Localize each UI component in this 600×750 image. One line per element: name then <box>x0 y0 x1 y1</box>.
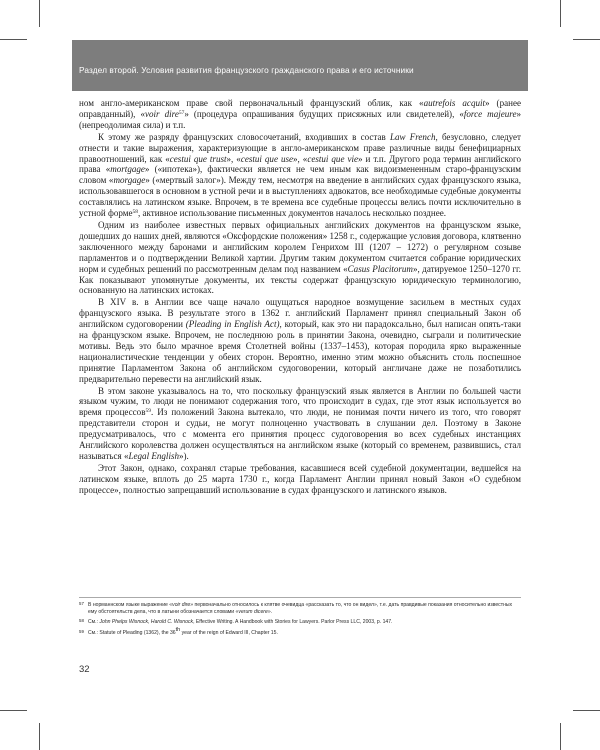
crop-mark <box>0 710 27 711</box>
footnote-59: 59 См.: Statute of Pleading (1362), the 36th year of the reign of Edward III, Chapter 15. <box>79 626 278 636</box>
footnote-ref[interactable]: 58 <box>132 209 138 216</box>
paragraph: ном англо-американском праве свой первоначальный французский облик, как «autrefois acquit» (ранее оправданный), «voir dire$^{57}$» (процедура опрашивания будущих присяжных или свидетелей), «force majeure» (непреодолимая сила) и т.п. <box>79 98 522 130</box>
footnote-58: 58 См.: John Phelps Wisnock, Harold C. Wisnock, Effective Writing. A Handbook with Stories for Lawyers. Parlor Press LLC, 2003, p. 147. <box>79 618 393 626</box>
crop-mark <box>0 39 27 40</box>
footnote-number: 57 <box>79 601 84 606</box>
footnote-ref[interactable]: 57 <box>178 109 185 116</box>
footnote-divider <box>79 597 521 598</box>
paragraph: В этом законе указывалось на то, что поскольку французский язык является в Англии по большей части языком чужим, то люди не понимают содержания того, что происходит в судах, где этот язык используется во время процессов$^{59}$. Из положений Закона вытекало, что люди, не понимая почти ничего из того, что говорят представители сторон и судьи, не могут полноценно участвовать в слушании дел. Поэтому в Законе предусматривалось, что с момента его принятия процесс судоговорения во всех судебных инстанциях Английского королевства должен осуществляться на английском языке (который со временем, развившись, стал называться «Legal English»). <box>79 385 521 461</box>
footnote-number: 58 <box>79 618 84 624</box>
crop-mark <box>39 723 40 750</box>
body-text <box>79 98 521 497</box>
paragraph: Одним из наиболее известных первых официальных английских документов на французском языке, дошедших до наших дней, являются «Оксфордские положения» 1258 г., содержащие условия договора, клятвенно заключенного между баронами и английским королем Генрихом III (1207 – 1272) о регулярном созыве парламентов и о подтверждении Великой хартии. Другим таким документом считается собрание юридических норм и судебных решений по рассмотренным делам под названием «Casus Placitorum», датируемое 1250–1270 гг. Как показывают упомянутые документы, их тексты содержат французскую юридическую терминологию, основанную на латинских истоках. <box>79 219 521 296</box>
running-header-title: Раздел второй. Условия развития французского гражданского права и его источники <box>79 65 414 75</box>
crop-mark <box>573 39 600 40</box>
footnotes <box>79 602 521 640</box>
paragraph: Этот Закон, однако, сохранял старые требования, касавшиеся всей судебной документации, ведшейся на латинском языке, вплоть до 25 марта 1730 г., когда Парламент Англии принял новый Закон «О судебном процессе», полностью запрещавший использование в судах французского и латинского языков. <box>79 462 521 495</box>
paragraph: К этому же разряду французских словосочетаний, входивших в состав Law French, безусловно, следует отнести и такие выражения, характеризующие в англо-американском праве различные виды бенефициарных правоотношений, как «cestui que trust», «cestui que use», «cestui que vie» и т.п. Другого рода термин английского права «mortgage» («ипотека»), фактически является не чем иным как видоизмененным старо-французским словом «morgage» («мертвый залог»). Между тем, несмотря на введение в английских судах французского языка, использовавшегося в основном в устной речи и в выступлениях адвокатов, все необходимые судебные документы составлялись на латинском языке. Впрочем, в те времена все судебные процессы велись почти исключительно в устной форме$^{58}$, активное использование письменных документов началось несколько позднее. <box>79 131 522 219</box>
crop-mark <box>560 0 561 27</box>
crop-mark <box>560 723 561 750</box>
paragraph: В XIV в. в Англии все чаще начало ощущаться народное возмущение засильем в местных судах французского языка. В результате этого в 1362 г. английский Парламент принял специальный Закон об английском судоговорении (Pleading in English Act), который, как это ни парадоксально, был написан опять-таки на французском языке. Впрочем, не последнюю роль в принятии Закона, очевидно, сыграли и политические мотивы. Ведь это было мрачное время Столетней войны (1337–1453), которая породила ярко выраженные националистические тенденции у обеих сторон. Вероятно, именно этим можно объяснить столь поспешное принятие Парламентом Закона об английском судоговорении, который англичане даже не позаботились предварительно перевести на английский язык. <box>79 297 522 384</box>
page-number: 32 <box>79 664 90 675</box>
footnote-ref[interactable]: 59 <box>145 408 151 415</box>
crop-mark <box>39 0 40 27</box>
footnote-number: 59 <box>79 628 84 634</box>
footnote-57: 57 В норманнском языке выражение «voir dire» первоначально относилось к клятве очевидца «рассказать то, что он видел», т.е. дать правдивые показания относительно известных ему обстоятельств дела, что в латыни обозначается словами «verum dicere». <box>79 601 513 615</box>
crop-mark <box>573 710 600 711</box>
